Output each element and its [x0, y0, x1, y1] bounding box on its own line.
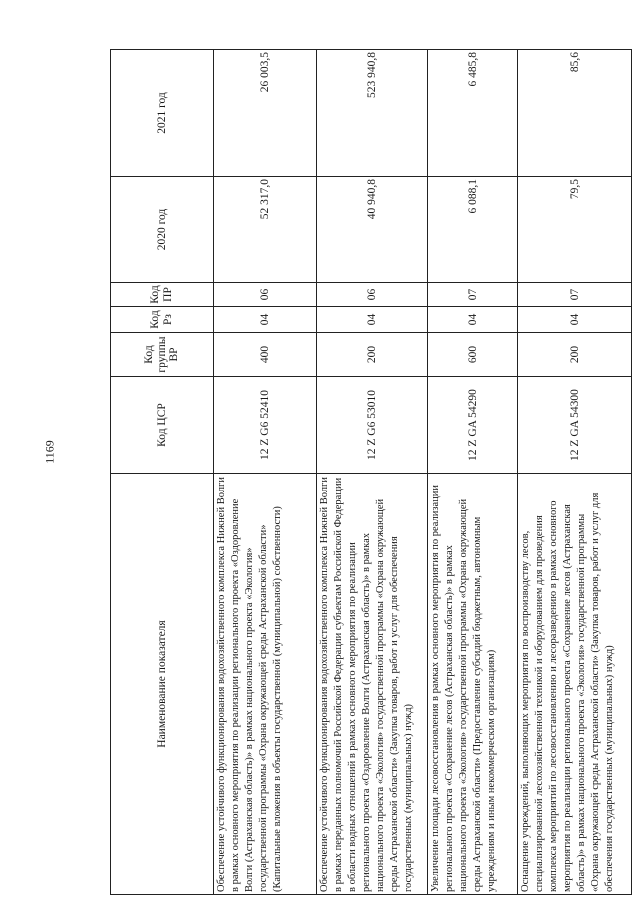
- row-vr: 200: [317, 333, 428, 377]
- row-pr: 07: [518, 283, 632, 307]
- document-table-container: [110, 50, 629, 895]
- row-rz: 04: [518, 307, 632, 333]
- row-pr: 06: [214, 283, 317, 307]
- row-vr: 400: [214, 333, 317, 377]
- row-2021: 6 485,8: [428, 50, 518, 177]
- table-row: [518, 50, 632, 895]
- row-2020: 6 088,1: [428, 177, 518, 283]
- row-rz: 04: [317, 307, 428, 333]
- row-2020: 40 940,8: [317, 177, 428, 283]
- header-csr: Код ЦСР: [111, 377, 214, 474]
- row-2020: 79,5: [518, 177, 632, 283]
- row-2021: 523 940,8: [317, 50, 428, 177]
- header-2021: 2021 год: [111, 50, 214, 177]
- header-vr: Код группы ВР: [111, 333, 214, 377]
- row-pr: 06: [317, 283, 428, 307]
- header-rz: Код Рз: [111, 307, 214, 333]
- table-header-row: [111, 50, 214, 895]
- header-pr: Код ПР: [111, 283, 214, 307]
- row-2021: 85,6: [518, 50, 632, 177]
- row-rz: 04: [214, 307, 317, 333]
- table-row: [214, 50, 317, 895]
- row-name: Увеличение площади лесовосстановления в рамках основного мероприятия по реализации регионального проекта «Сохранение лесов (Астраханская область)» в рамках национального проекта «Экология» государственной программы «Охрана окружающей среды Астраханской области» (Предоставление субсидий бюджетным, автономным учреждениям и иным некоммерческим организациям): [428, 474, 518, 895]
- header-name: Наименование показателя: [111, 474, 214, 895]
- row-vr: 200: [518, 333, 632, 377]
- row-csr: 12 Z G6 53010: [317, 377, 428, 474]
- row-csr: 12 Z GA 54300: [518, 377, 632, 474]
- row-name: Обеспечение устойчивого функционирования водохозяйственного комплекса Нижней Волги в рамках основного мероприятия по реализации регионального проекта «Оздоровление Волги (Астраханская область)» в рамках национального проекта «Экология» государственной программы «Охрана окружающей среды Астраханской области» (Капитальные вложения в объекты государственной (муниципальной) собственности): [214, 474, 317, 895]
- budget-table: [110, 49, 632, 895]
- row-csr: 12 Z G6 52410: [214, 377, 317, 474]
- table-row: [317, 50, 428, 895]
- row-pr: 07: [428, 283, 518, 307]
- header-2020: 2020 год: [111, 177, 214, 283]
- row-2021: 26 003,5: [214, 50, 317, 177]
- row-name: Обеспечение устойчивого функционирования водохозяйственного комплекса Нижней Волги в рамках переданных полномочий Российской Федерации субъектам Российской Федерации в области водных отношений в рамках основного мероприятия по реализации регионального проекта «Оздоровление Волги (Астраханская область)» в рамках национального проекта «Экология» государственной программы «Охрана окружающей среды Астраханской области» (Закупка товаров, работ и услуг для обеспечения государственных (муниципальных) нужд): [317, 474, 428, 895]
- row-csr: 12 Z GA 54290: [428, 377, 518, 474]
- row-2020: 52 317,0: [214, 177, 317, 283]
- row-name: Оснащение учреждений, выполняющих мероприятия по воспроизводству лесов, специализированной лесохозяйственной техникой и оборудованием для проведения комплекса мероприятий по лесовосстановлению и лесоразведению в рамках основного мероприятия по реализации регионального проекта «Сохранение лесов (Астраханская область)» в рамках национального проекта «Экология» государственной программы «Охрана окружающей среды Астраханской области» (Закупка товаров, работ и услуг для обеспечения государственных (муниципальных) нужд): [518, 474, 632, 895]
- row-rz: 04: [428, 307, 518, 333]
- page-number: 1169: [42, 440, 57, 464]
- table-row: [428, 50, 518, 895]
- row-vr: 600: [428, 333, 518, 377]
